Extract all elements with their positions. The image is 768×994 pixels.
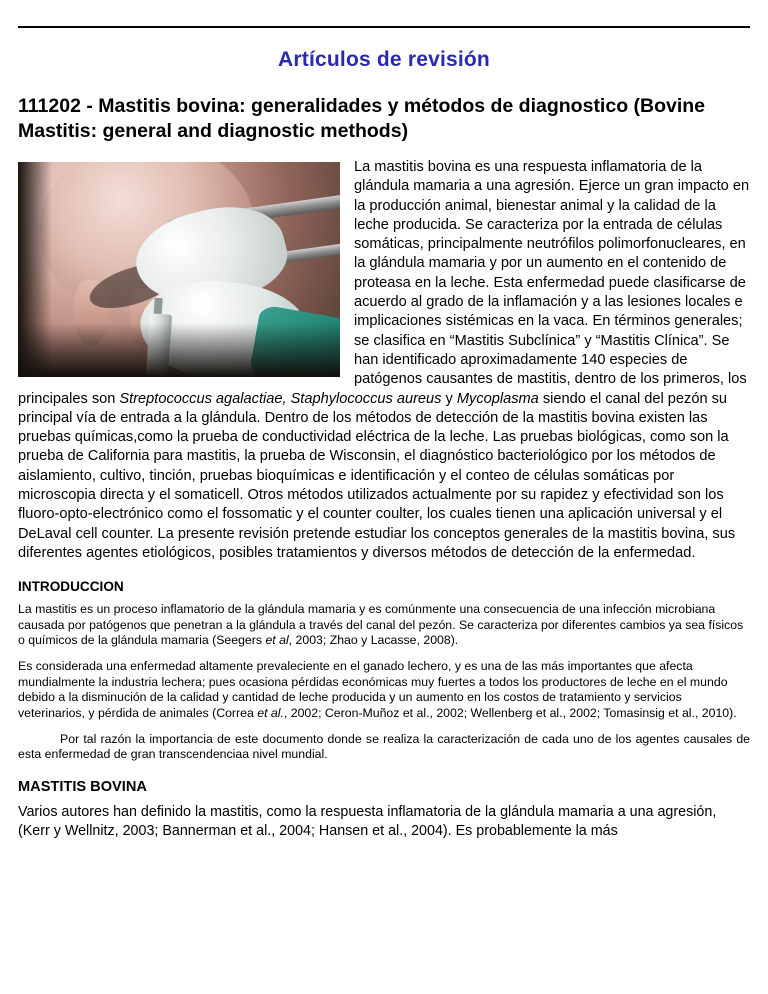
header-divider — [18, 26, 750, 28]
heading-introduccion: INTRODUCCION — [18, 579, 124, 595]
paragraph-italic: et al. — [257, 705, 284, 720]
paragraph-text-after: , 2003; Zhao y Lacasse, 2008). — [288, 633, 459, 648]
abstract-part-3: siendo el canal del pezón su principal vía de entrada a la glándula. Dentro de los métodos de detección de la mastitis bovina existen las pruebas químicas,como la prueba de conductividad eléctrica de la leche. Las pruebas biológicas, como son la prueba de California para mastitis, la prueba de Wisconsin, el diagnóstico bacteriológico por los métodos de aislamiento, cultivo, tinción, pruebas bioquímicas e identificación y el conteo de células somáticas por microscopia directa y el somaticell. Otros métodos utilizados actualmente por su rapidez y efectividad son los fluoro-opto-electrónico como el fossomatic y el counter coulter, los cuales tienen una aplicación universal y el DeLaval cell counter. La presente revisión pretende estudiar los conceptos generales de la mastitis bovina, sus diferentes agentes etiológicos, posibles tratamientos y diversos métodos de detección de la enfermedad. — [18, 390, 736, 561]
paragraph-intro-1 — [18, 602, 750, 648]
paragraph-intro-3 — [18, 732, 750, 763]
section-label: Artículos de revisión — [278, 48, 490, 71]
abstract-italic-2: Mycoplasma — [456, 390, 539, 407]
document-content — [18, 40, 750, 851]
photo-vignette — [18, 323, 340, 377]
abstract-italic-1: Streptococcus agalactiae, Staphylococcus aureus — [119, 390, 442, 407]
paragraph-text-before: Es considerada una enfermedad altamente prevaleciente en el ganado lechero, y es una de las más importantes que afecta mundialmente la industria lechera; pues ocasiona pérdidas económicas muy fuertes a todos los productores de leche en el mundo debido a la disminución de la calidad y cantidad de leche producida y un aumento en los costos de tratamiento y servicios veterinarios, y pérdida de animales (Correa — [18, 659, 728, 720]
paragraph-italic: et al — [265, 633, 289, 648]
paragraph-text-before: Por tal razón la importancia de este documento donde se realiza la caracterización de cada uno de los agentes causales de esta enfermedad de gran transcendenciaa nivel mundial. — [18, 732, 750, 762]
page-title: 111202 - Mastitis bovina: generalidades y métodos de diagnostico (Bovine Mastitis: general and diagnostic methods) — [18, 95, 706, 142]
paragraph-text-before: Varios autores han definido la mastitis, como la respuesta inflamatoria de la glándula mamaria a una agresión, (Kerr y Wellnitz, 2003; Bannerman et al., 2004; Hansen et al., 2004). Es probablemente la más — [18, 803, 717, 839]
abstract-block — [18, 158, 750, 563]
paragraph-mastitis-1 — [18, 803, 750, 841]
heading-mastitis-bovina: MASTITIS BOVINA — [18, 778, 147, 795]
abstract-part-1: La mastitis bovina es una respuesta inflamatoria de la glándula mamaria a una agresión. Ejerce un gran impacto en la producción animal, bienestar animal y la calidad de la leche producida. Se caracteriza por la entrada de células somáticas, principalmente neutrófilos polimorfonucleares, en la glándula mamaria y por un aumento en el contenido de proteasa en la leche. Esta enfermedad puede clasificarse de acuerdo al grado de la inflamación y a las lesiones locales e implicaciones sistémicas en la vaca. En términos generales; se clasifica en “Mastitis Subclínica” y “Mastitis Clínica”. Se han identificado aproximadamente 140 especies de patógenos causantes de mastitis, dentro de los primeros, los principales son — [18, 159, 750, 407]
abstract-part-2: y — [441, 390, 457, 407]
paragraph-text-after: , 2002; Ceron-Muñoz et al., 2002; Wellenberg et al., 2002; Tomasinsig et al., 2010). — [283, 705, 737, 720]
paragraph-intro-2 — [18, 659, 750, 721]
paragraph-text-before: La mastitis es un proceso inflamatorio de la glándula mamaria y es comúnmente una consecuencia de una infección microbiana causada por patógenos que penetran a la glándula a través del canal del pezón. Se caracteriza por diferentes cambios ya sea físicos o químicos de la glándula mamaria (Seegers — [18, 602, 744, 648]
cow-udder-injection-photo — [18, 162, 340, 377]
